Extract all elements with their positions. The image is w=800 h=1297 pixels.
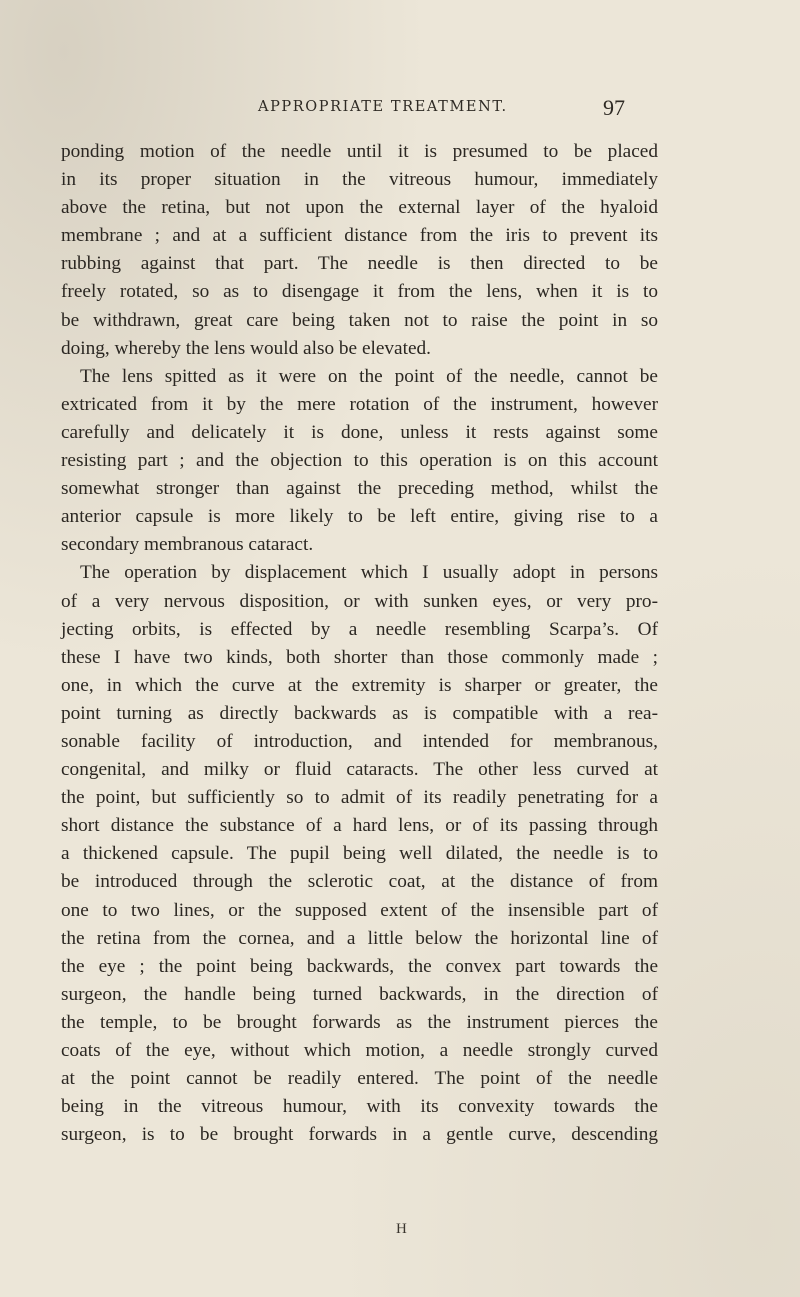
text-line: in its proper situation in the vitreous humour, immediately — [61, 169, 658, 191]
text-line: carefully and delicately it is done, unless it rests against some — [61, 421, 658, 443]
text-line: jecting orbits, is effected by a needle resembling Scarpa’s. Of — [61, 618, 658, 640]
text-line: rubbing against that part. The needle is then directed to be — [61, 253, 658, 275]
text-line: a thickened capsule. The pupil being well dilated, the needle is to — [61, 843, 658, 865]
text-line: the point, but sufficiently so to admit of its readily penetrating for a — [61, 787, 658, 809]
text-line: be withdrawn, great care being taken not to raise the point in so — [61, 309, 658, 331]
text-line: anterior capsule is more likely to be left entire, giving rise to a — [61, 506, 658, 528]
text-line: secondary membranous cataract. — [61, 534, 314, 556]
text-line: The lens spitted as it were on the point of the needle, cannot be — [80, 365, 658, 387]
text-line: of a very nervous disposition, or with sunken eyes, or very pro- — [61, 590, 658, 612]
text-line: ponding motion of the needle until it is presumed to be placed — [61, 141, 658, 162]
text-line: coats of the eye, without which motion, a needle strongly curved — [61, 1040, 658, 1061]
text-line: at the point cannot be readily entered. The point of the needle — [61, 1068, 658, 1090]
text-line: extricated from it by the mere rotation of the instrument, however — [61, 393, 658, 415]
text-line: one, in which the curve at the extremity is sharper or greater, the — [61, 674, 658, 696]
text-line: these I have two kinds, both shorter than those commonly made ; — [61, 646, 658, 668]
text-line: being in the vitreous humour, with its convexity towards the — [61, 1096, 658, 1118]
text-line: freely rotated, so as to disengage it from the lens, when it is to — [61, 281, 658, 303]
text-line: be introduced through the sclerotic coat, at the distance of from — [61, 871, 658, 893]
text-line: the eye ; the point being backwards, the convex part towards the — [61, 955, 658, 977]
text-line: somewhat stronger than against the preceding method, whilst the — [61, 478, 658, 500]
text-line: The operation by displacement which I usually adopt in persons — [80, 562, 658, 584]
running-head — [0, 95, 800, 125]
text-line: sonable facility of introduction, and intended for membranous, — [61, 730, 658, 752]
running-title: APPROPRIATE TREATMENT. — [258, 99, 508, 115]
body-text — [61, 138, 658, 1149]
text-line: resisting part ; and the objection to this operation is on this account — [61, 450, 658, 472]
text-line: surgeon, the handle being turned backwards, in the direction of — [61, 983, 658, 1005]
text-line: congenital, and milky or fluid cataracts. The other less curved at — [61, 759, 658, 781]
text-line: surgeon, is to be brought forwards in a gentle curve, descending — [61, 1124, 658, 1146]
text-line: short distance the substance of a hard lens, or of its passing through — [61, 815, 658, 837]
page-number: 97 — [603, 95, 625, 120]
text-line: membrane ; and at a sufficient distance from the iris to prevent its — [61, 225, 658, 247]
text-line: one to two lines, or the supposed extent of the insensible part of — [61, 899, 658, 921]
text-line: point turning as directly backwards as is compatible with a rea- — [61, 702, 658, 724]
text-line: the retina from the cornea, and a little below the horizontal line of — [61, 927, 658, 949]
signature-mark: H — [396, 1221, 407, 1237]
text-line: the temple, to be brought forwards as the instrument pierces the — [61, 1011, 658, 1033]
text-line: doing, whereby the lens would also be elevated. — [61, 337, 431, 359]
text-line: above the retina, but not upon the external layer of the hyaloid — [61, 197, 658, 219]
